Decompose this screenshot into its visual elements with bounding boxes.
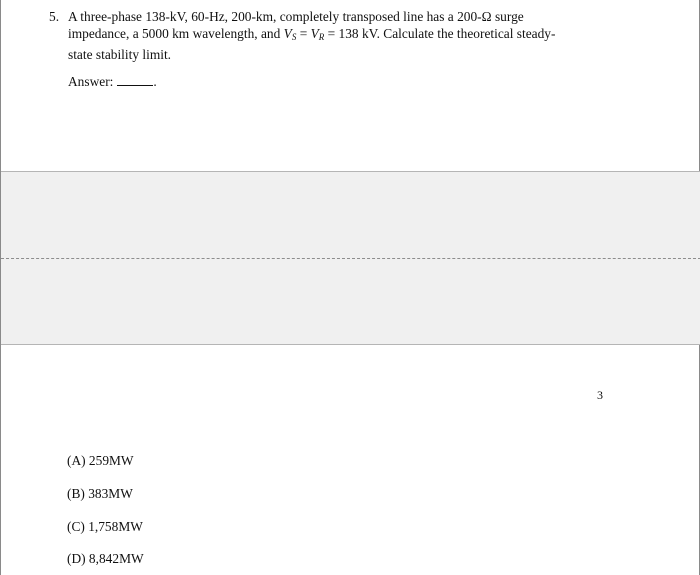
question-line-2-text: impedance, a 5000 km wavelength, and — [68, 26, 284, 41]
page-break-band — [1, 171, 700, 345]
answer-label: Answer: — [68, 74, 114, 89]
option-a: (A) 259MW — [67, 453, 134, 468]
vr-symbol: V — [310, 26, 319, 41]
answer-suffix: . — [153, 74, 157, 89]
equals-sign-1: = — [296, 26, 311, 41]
page-break-dashed-line — [1, 258, 700, 259]
question-line-2 — [68, 25, 613, 46]
vs-symbol: V — [283, 26, 292, 41]
option-c: (C) 1,758MW — [67, 519, 143, 534]
page-number: 3 — [597, 388, 603, 402]
question-line-1: A three-phase 138-kV, 60-Hz, 200-km, completely transposed line has a 200-Ω surge — [68, 9, 524, 24]
question-text — [49, 8, 613, 63]
vs-subscript: S — [291, 32, 297, 42]
vr-subscript: R — [318, 32, 325, 42]
option-b: (B) 383MW — [67, 486, 133, 501]
option-d: (D) 8,842MW — [67, 551, 144, 566]
question-line-3: state stability limit. — [68, 47, 172, 62]
question-line-2-end: = 138 kV. Calculate the theoretical steady- — [324, 26, 556, 41]
question-number: 5. — [49, 9, 60, 24]
answer-line — [68, 74, 157, 90]
answer-blank[interactable] — [117, 75, 153, 86]
